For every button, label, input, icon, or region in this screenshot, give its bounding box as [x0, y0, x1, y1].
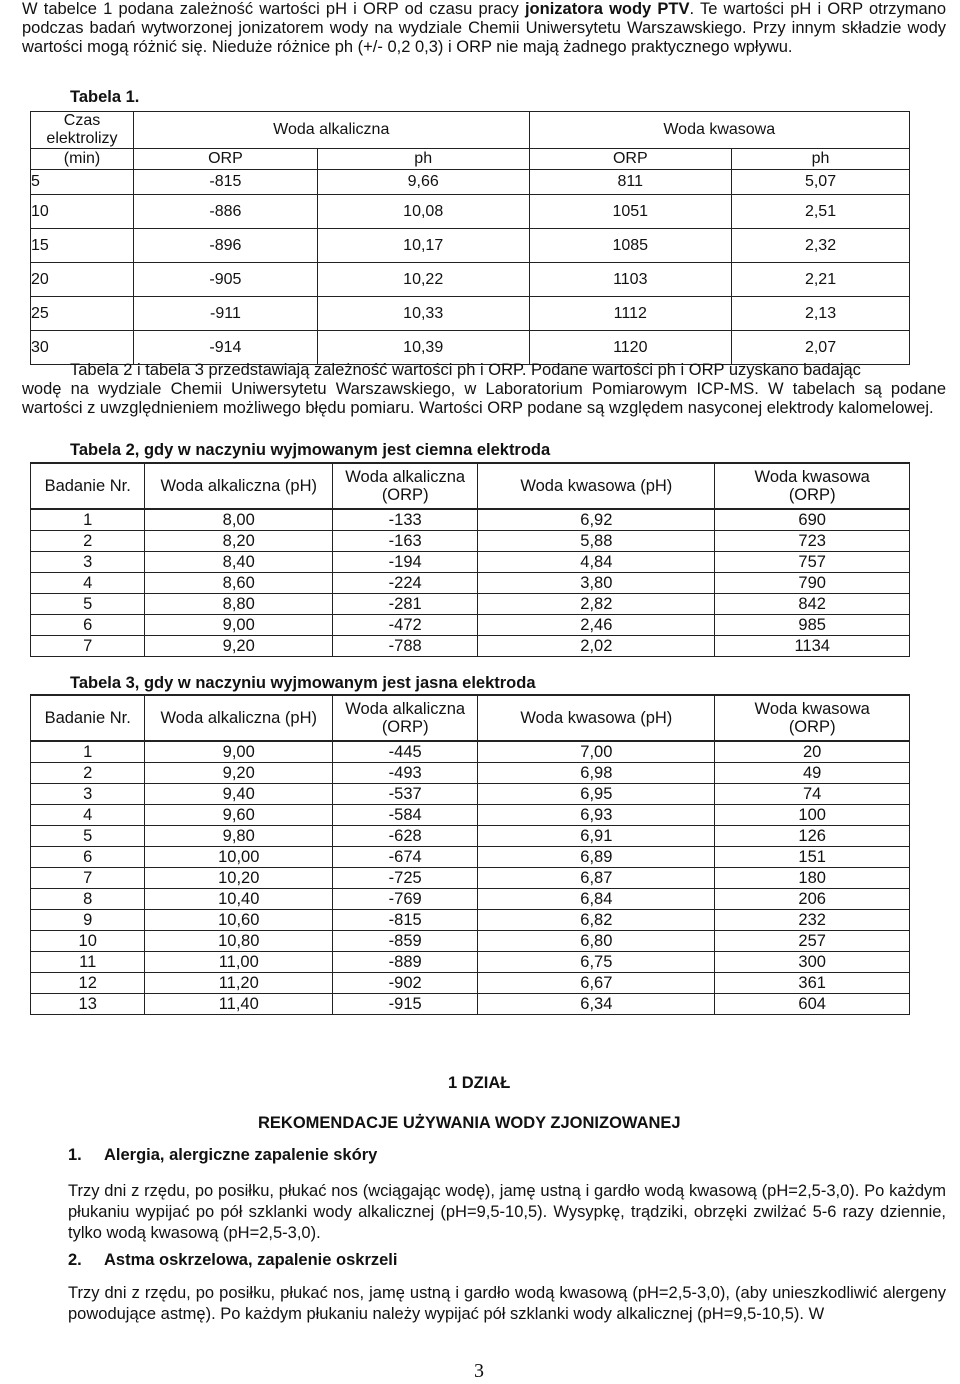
table-row [31, 615, 910, 636]
cell-acid-orp: 1134 [715, 636, 910, 657]
item-heading [68, 1146, 377, 1165]
table1-cell-time: 15 [31, 229, 134, 263]
table-row [31, 826, 910, 847]
cell-alk-orp: -902 [333, 973, 478, 994]
header-acid-orp-line2: (ORP) [788, 718, 836, 736]
cell-alk-orp: -584 [333, 805, 478, 826]
cell-acid-ph: 6,80 [478, 931, 715, 952]
table-row [31, 170, 910, 195]
table-row [31, 531, 910, 552]
table1-sub-acid-ph: ph [732, 149, 910, 170]
cell-alk-orp: -445 [333, 741, 478, 763]
cell-alk-orp: -281 [333, 594, 478, 615]
cell-acid-ph: 6,89 [478, 847, 715, 868]
header-alk-orp-line2: (ORP) [381, 718, 429, 736]
cell-badanie: 3 [31, 784, 145, 805]
table1-cell-time: 10 [31, 195, 134, 229]
header-acid-ph: Woda kwasowa (pH) [478, 463, 715, 509]
cell-alk-orp: -493 [333, 763, 478, 784]
cell-acid-orp: 690 [715, 509, 910, 531]
table1-cell-alk-orp: -914 [134, 331, 318, 365]
intro-paragraph [22, 0, 946, 57]
table1-sub-alk-orp: ORP [134, 149, 318, 170]
header-acid-ph: Woda kwasowa (pH) [478, 695, 715, 741]
cell-acid-orp: 20 [715, 741, 910, 763]
cell-acid-orp: 151 [715, 847, 910, 868]
table1-header-alkaline: Woda alkaliczna [134, 112, 530, 149]
cell-alk-ph: 10,00 [145, 847, 333, 868]
cell-acid-ph: 6,84 [478, 889, 715, 910]
header-alk-ph: Woda alkaliczna (pH) [145, 463, 333, 509]
cell-alk-orp: -769 [333, 889, 478, 910]
cell-acid-ph: 3,80 [478, 573, 715, 594]
header-alk-ph: Woda alkaliczna (pH) [145, 695, 333, 741]
cell-acid-ph: 6,82 [478, 910, 715, 931]
cell-acid-ph: 6,91 [478, 826, 715, 847]
cell-acid-orp: 757 [715, 552, 910, 573]
cell-alk-ph: 9,20 [145, 763, 333, 784]
table-row [31, 509, 910, 531]
table1-cell-acid-orp: 811 [529, 170, 732, 195]
table1-cell-time: 30 [31, 331, 134, 365]
table-row [31, 552, 910, 573]
cell-alk-orp: -889 [333, 952, 478, 973]
table-row [31, 931, 910, 952]
table-row [31, 973, 910, 994]
cell-alk-ph: 9,00 [145, 741, 333, 763]
cell-acid-ph: 6,87 [478, 868, 715, 889]
table1-cell-alk-orp: -896 [134, 229, 318, 263]
table-row [31, 847, 910, 868]
item-heading [68, 1251, 397, 1270]
table1-cell-acid-orp: 1103 [529, 263, 732, 297]
table1-cell-alk-orp: -815 [134, 170, 318, 195]
table-row [31, 868, 910, 889]
cell-badanie: 2 [31, 531, 145, 552]
table1-header-acid: Woda kwasowa [529, 112, 910, 149]
table1-subheader-row [31, 149, 910, 170]
cell-alk-ph: 9,20 [145, 636, 333, 657]
table1-header-row [31, 112, 910, 149]
cell-badanie: 5 [31, 826, 145, 847]
table1-cell-alk-orp: -911 [134, 297, 318, 331]
cell-alk-orp: -194 [333, 552, 478, 573]
table2-title: Tabela 2, gdy w naczyniu wyjmowanym jest ciemna elektroda [70, 441, 551, 459]
cell-badanie: 1 [31, 509, 145, 531]
header-badanie: Badanie Nr. [31, 463, 145, 509]
intro-text-bold: jonizatora wody PTV [524, 0, 690, 18]
item-title: Astma oskrzelowa, zapalenie oskrzeli [104, 1251, 398, 1269]
cell-acid-orp: 604 [715, 994, 910, 1015]
header-acid-orp-line2: (ORP) [788, 486, 836, 504]
item-number: 2. [68, 1251, 82, 1269]
cell-badanie: 4 [31, 805, 145, 826]
table2 [30, 462, 910, 657]
table-row [31, 910, 910, 931]
table1-sub-alk-ph: ph [317, 149, 529, 170]
intro-text-end: . Te wartości pH i ORP otrzymano podczas badań wytworzonej jonizatorem wody na wydziale Chemii Uniwersytetu Warszawskiego. Przy innym składzie wody wartości mogą różnić się. Nieduże różnice ph (+/- 0,2 0,3) i ORP nie mają żadnego praktycznego wpływu. [22, 0, 946, 56]
table-row [31, 741, 910, 763]
intro-text-start: W tabelce 1 podana zależność wartości pH i ORP od czasu pracy [22, 0, 525, 18]
header-acid-orp-line1: Woda kwasowa [754, 700, 870, 718]
table3 [30, 694, 910, 1015]
table1-cell-acid-ph: 2,21 [732, 263, 910, 297]
tables-description-first-line: Tabela 2 i tabela 3 przedstawiają zależność wartości ph i ORP. Podane wartości ph i ORP uzyskano badając [70, 361, 861, 379]
cell-acid-orp: 723 [715, 531, 910, 552]
cell-acid-ph: 6,93 [478, 805, 715, 826]
cell-alk-ph: 11,20 [145, 973, 333, 994]
table1-sub-acid-orp: ORP [529, 149, 732, 170]
table1 [30, 111, 910, 365]
cell-alk-ph: 9,60 [145, 805, 333, 826]
cell-alk-ph: 8,00 [145, 509, 333, 531]
cell-alk-orp: -628 [333, 826, 478, 847]
cell-acid-orp: 985 [715, 615, 910, 636]
cell-acid-ph: 2,46 [478, 615, 715, 636]
cell-acid-orp: 74 [715, 784, 910, 805]
cell-alk-ph: 8,40 [145, 552, 333, 573]
cell-badanie: 10 [31, 931, 145, 952]
table-row [31, 763, 910, 784]
cell-alk-orp: -725 [333, 868, 478, 889]
cell-acid-orp: 126 [715, 826, 910, 847]
cell-acid-orp: 180 [715, 868, 910, 889]
cell-acid-orp: 257 [715, 931, 910, 952]
table1-header-time-unit: (min) [31, 149, 134, 170]
cell-acid-ph: 5,88 [478, 531, 715, 552]
cell-badanie: 1 [31, 741, 145, 763]
cell-alk-orp: -537 [333, 784, 478, 805]
table1-cell-alk-orp: -886 [134, 195, 318, 229]
table1-cell-acid-ph: 2,32 [732, 229, 910, 263]
table1-cell-alk-ph: 9,66 [317, 170, 529, 195]
table-row [31, 263, 910, 297]
tables-description-paragraph [22, 361, 946, 418]
cell-badanie: 5 [31, 594, 145, 615]
section-title: REKOMENDACJE UŻYWANIA WODY ZJONIZOWANEJ [258, 1114, 681, 1132]
page-number: 3 [474, 1360, 484, 1382]
table1-cell-acid-orp: 1120 [529, 331, 732, 365]
table-row [31, 805, 910, 826]
cell-alk-orp: -859 [333, 931, 478, 952]
cell-acid-orp: 300 [715, 952, 910, 973]
tables-description-rest: wodę na wydziale Chemii Uniwersytetu Warszawskiego, w Laboratorium Pomiarowym ICP-MS. W tabelach są podane wartości z uwzględnieniem możliwego błędu pomiaru. Wartości ORP podane są względem nasyconej elektrody kalomelowej. [22, 380, 946, 417]
cell-alk-orp: -224 [333, 573, 478, 594]
header-badanie: Badanie Nr. [31, 695, 145, 741]
header-acid-orp-line1: Woda kwasowa [754, 468, 870, 486]
cell-acid-orp: 49 [715, 763, 910, 784]
cell-badanie: 6 [31, 847, 145, 868]
chapter-heading: 1 DZIAŁ [448, 1074, 511, 1092]
cell-alk-orp: -788 [333, 636, 478, 657]
cell-acid-orp: 790 [715, 573, 910, 594]
table1-cell-time: 5 [31, 170, 134, 195]
cell-acid-orp: 232 [715, 910, 910, 931]
item-body: Trzy dni z rzędu, po posiłku, płukać nos, jamę ustną i gardło wodą kwasową (pH=2,5-3,0), (aby unieszkodliwić alergeny powodujące astmę). Po każdym płukaniu należy wypijać pół szklanki wody alkalicznej (pH=9,5-10,5). W [68, 1284, 946, 1323]
cell-alk-ph: 11,40 [145, 994, 333, 1015]
cell-acid-orp: 206 [715, 889, 910, 910]
cell-badanie: 7 [31, 636, 145, 657]
cell-acid-ph: 4,84 [478, 552, 715, 573]
cell-alk-orp: -133 [333, 509, 478, 531]
cell-acid-ph: 2,02 [478, 636, 715, 657]
cell-acid-orp: 842 [715, 594, 910, 615]
cell-alk-ph: 10,40 [145, 889, 333, 910]
cell-acid-ph: 6,95 [478, 784, 715, 805]
cell-alk-orp: -674 [333, 847, 478, 868]
cell-alk-ph: 9,40 [145, 784, 333, 805]
table3-title: Tabela 3, gdy w naczyniu wyjmowanym jest jasna elektroda [70, 674, 536, 692]
table-row [31, 889, 910, 910]
cell-acid-ph: 2,82 [478, 594, 715, 615]
table1-cell-acid-orp: 1112 [529, 297, 732, 331]
cell-badanie: 9 [31, 910, 145, 931]
cell-acid-ph: 6,98 [478, 763, 715, 784]
table1-cell-acid-ph: 5,07 [732, 170, 910, 195]
table1-cell-alk-ph: 10,17 [317, 229, 529, 263]
cell-alk-ph: 10,60 [145, 910, 333, 931]
table-row [31, 994, 910, 1015]
table1-cell-acid-orp: 1051 [529, 195, 732, 229]
header-alk-orp [333, 695, 478, 741]
table1-cell-acid-ph: 2,51 [732, 195, 910, 229]
table-row [31, 784, 910, 805]
table1-cell-alk-orp: -905 [134, 263, 318, 297]
cell-alk-ph: 10,80 [145, 931, 333, 952]
cell-badanie: 13 [31, 994, 145, 1015]
table3-body [31, 741, 910, 1015]
table1-cell-alk-ph: 10,33 [317, 297, 529, 331]
table1-cell-time: 25 [31, 297, 134, 331]
table1-cell-time: 20 [31, 263, 134, 297]
table1-header-time: Czas elektrolizy [31, 112, 134, 149]
cell-acid-orp: 100 [715, 805, 910, 826]
cell-alk-orp: -815 [333, 910, 478, 931]
header-acid-orp [715, 463, 910, 509]
table1-cell-alk-ph: 10,39 [317, 331, 529, 365]
cell-acid-ph: 6,34 [478, 994, 715, 1015]
cell-acid-ph: 6,92 [478, 509, 715, 531]
cell-badanie: 6 [31, 615, 145, 636]
table3-header-row [31, 695, 910, 741]
header-alk-orp [333, 463, 478, 509]
table-row [31, 331, 910, 365]
cell-acid-ph: 7,00 [478, 741, 715, 763]
table1-cell-acid-ph: 2,13 [732, 297, 910, 331]
cell-badanie: 11 [31, 952, 145, 973]
table-row [31, 297, 910, 331]
cell-badanie: 12 [31, 973, 145, 994]
cell-acid-orp: 361 [715, 973, 910, 994]
table1-cell-acid-ph: 2,07 [732, 331, 910, 365]
cell-alk-orp: -472 [333, 615, 478, 636]
cell-acid-ph: 6,75 [478, 952, 715, 973]
table2-header-row [31, 463, 910, 509]
header-alk-orp-line2: (ORP) [381, 486, 429, 504]
cell-alk-ph: 9,80 [145, 826, 333, 847]
cell-acid-ph: 6,67 [478, 973, 715, 994]
table1-title: Tabela 1. [70, 88, 140, 106]
cell-alk-orp: -915 [333, 994, 478, 1015]
cell-alk-orp: -163 [333, 531, 478, 552]
table2-body [31, 509, 910, 657]
cell-alk-ph: 9,00 [145, 615, 333, 636]
cell-alk-ph: 8,20 [145, 531, 333, 552]
header-alk-orp-line1: Woda alkaliczna [345, 468, 466, 486]
table1-cell-alk-ph: 10,08 [317, 195, 529, 229]
table-row [31, 594, 910, 615]
cell-alk-ph: 8,60 [145, 573, 333, 594]
cell-badanie: 4 [31, 573, 145, 594]
table-row [31, 229, 910, 263]
table-row [31, 195, 910, 229]
header-alk-orp-line1: Woda alkaliczna [345, 700, 466, 718]
cell-alk-ph: 11,00 [145, 952, 333, 973]
cell-badanie: 7 [31, 868, 145, 889]
table-row [31, 952, 910, 973]
table-row [31, 573, 910, 594]
table1-cell-acid-orp: 1085 [529, 229, 732, 263]
table1-cell-alk-ph: 10,22 [317, 263, 529, 297]
item-title: Alergia, alergiczne zapalenie skóry [104, 1146, 378, 1164]
cell-alk-ph: 8,80 [145, 594, 333, 615]
cell-badanie: 3 [31, 552, 145, 573]
item-number: 1. [68, 1146, 82, 1164]
cell-alk-ph: 10,20 [145, 868, 333, 889]
cell-badanie: 8 [31, 889, 145, 910]
item-body: Trzy dni z rzędu, po posiłku, płukać nos (wciągając wodę), jamę ustną i gardło wodą kwasową (pH=2,5-3,0). Po każdym płukaniu wypijać po pół szklanki wody alkalicznej (pH=9,5-10,5). Wysypkę, trądziki, obrzęki zwilżać 5-6 razy dziennie, tylko wodą kwasową (pH=2,5-3,0). [68, 1182, 946, 1242]
cell-badanie: 2 [31, 763, 145, 784]
header-acid-orp [715, 695, 910, 741]
table-row [31, 636, 910, 657]
